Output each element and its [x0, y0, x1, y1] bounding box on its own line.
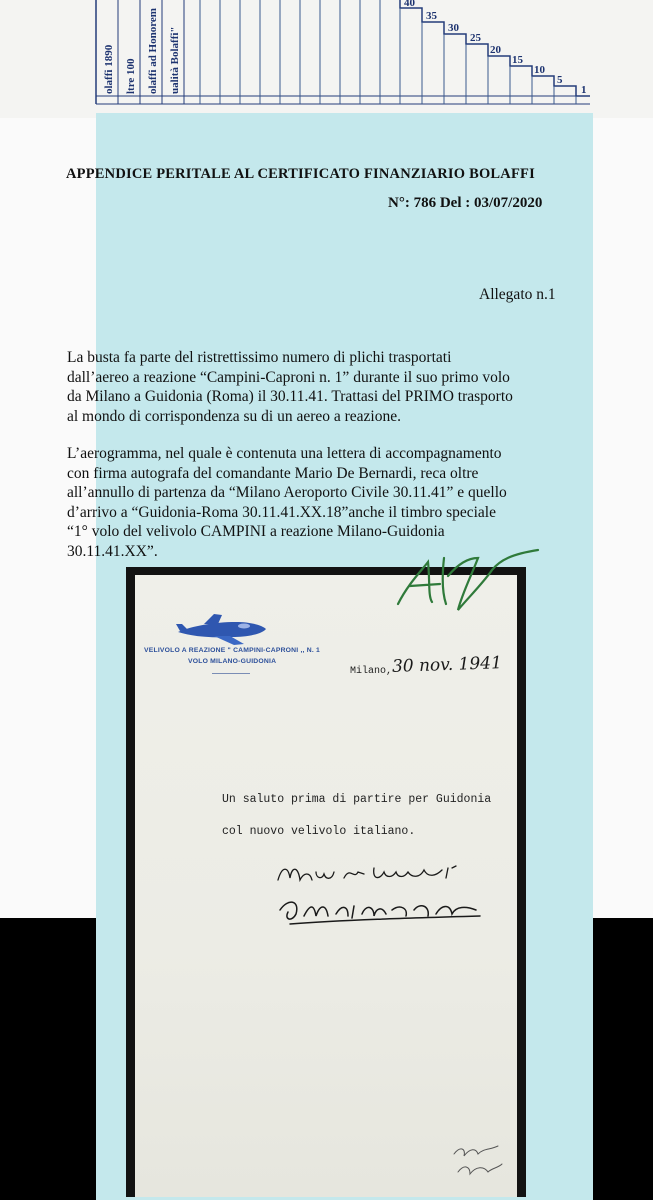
paragraph-line: La busta fa parte del ristrettissimo numero di plichi trasportati — [67, 349, 452, 366]
paragraph-line: “1° volo del velivolo CAMPINI a reazione Milano-Guidonia — [67, 523, 445, 540]
scale-column-label: ualità Bolaffi" — [169, 26, 181, 94]
certificate-number-date: N°: 786 Del : 03/07/2020 — [388, 195, 543, 211]
scale-step-label: 15 — [512, 54, 523, 66]
letter-message-line: col nuovo velivolo italiano. — [222, 825, 416, 838]
paragraph-line: al mondo di corrispondenza su di un aereo a reazione. — [67, 407, 401, 425]
paragraph-line: 30.11.41.XX”. — [67, 542, 158, 560]
expert-signature — [388, 540, 548, 620]
certificate-heading: APPENDICE PERITALE AL CERTIFICATO FINANZIARIO BOLAFFI — [66, 166, 535, 182]
description-paragraph-1 — [67, 348, 513, 426]
attachment-label: Allegato n.1 — [479, 286, 556, 303]
scale-column-label: olaffi ad Honorem — [147, 8, 159, 94]
paragraph-line: con firma autografa del comandante Mario De Bernardi, reca oltre — [67, 464, 479, 482]
scale-step-label: 30 — [448, 22, 459, 34]
letter-message-line: Un saluto prima di partire per Guidonia — [222, 793, 492, 806]
scale-step-label: 5 — [557, 74, 563, 86]
paragraph-line: L’aerogramma, nel quale è contenuta una lettera di accompagnamento — [67, 445, 502, 462]
value-scale-strip — [0, 0, 653, 118]
scale-step-label: 1 — [581, 84, 587, 96]
airplane-logo-icon — [174, 612, 270, 648]
signature-mario-de-bernardi — [270, 858, 500, 938]
scale-step-label: 25 — [470, 32, 481, 44]
background-border — [593, 118, 653, 918]
value-scale-chart — [0, 0, 653, 118]
scale-step-label: 40 — [404, 0, 415, 9]
paragraph-line: dall’aereo a reazione “Campini-Caproni n. 1” durante il suo primo volo — [67, 368, 510, 386]
scale-step-label: 20 — [490, 44, 501, 56]
letterhead-divider — [212, 673, 250, 674]
letterhead-subtitle: VOLO MILANO-GUIDONIA — [188, 658, 277, 665]
letter-date: 30 nov. 1941 — [391, 653, 503, 677]
scale-column-label: ltre 100 — [125, 58, 137, 94]
paragraph-line: da Milano a Guidonia (Roma) il 30.11.41. Trattasi del PRIMO trasporto — [67, 388, 513, 405]
scale-step-label: 35 — [426, 10, 437, 22]
scale-column-label: olaffi 1890 — [103, 44, 115, 94]
pencil-signature — [448, 1140, 508, 1184]
letterhead-title: VELIVOLO A REAZIONE " CAMPINI-CAPRONI ,, N. 1 — [144, 647, 320, 654]
paragraph-line: d’arrivo a “Guidonia-Roma 30.11.41.XX.18”anche il timbro speciale — [67, 503, 496, 521]
scale-step-label: 10 — [534, 64, 545, 76]
letter-city: Milano, — [350, 666, 393, 677]
paragraph-line: all’annullo di partenza da “Milano Aeroporto Civile 30.11.41” e quello — [67, 484, 507, 501]
